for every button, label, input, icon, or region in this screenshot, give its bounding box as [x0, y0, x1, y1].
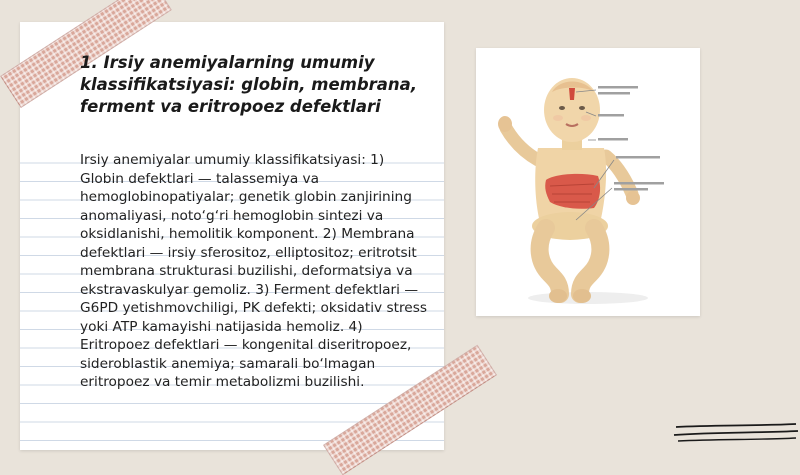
infant-anatomy-illustration	[476, 48, 700, 316]
decorative-lines	[672, 420, 800, 444]
slide-body-text: Irsiy anemiyalar umumiy klassifikatsiyasi: 1) Globin defektlari — talassemiya va hemoglobinopatiyalar; genetik globin zanjirining anomaliyasi, noto‘g‘ri hemoglobin sintezi va oksidlanishi, hemolitik komponent. 2) Membrana defektlari — irsiy sferositoz, elliptositoz; eritrotsit membrana strukturasi buzilishi, deformatsiya va ekstravaskulyar gemoliz. 3) Ferment defektlari — G6PD yetishmovchiligi, PK defekti; oksidativ stress yoki ATP kamayishi natijasida hemoliz. 4) Eritropoez defektlari — kongenital diseritropoez, sideroblastik anemiya; samarali bo‘lmagan eritropoez va temir metabolizmi buzilishi.	[80, 152, 427, 390]
slide-title: 1. Irsiy anemiyalarning umumiy klassifikatsiyasi: globin, membrana, ferment va eritropoez defektlari	[80, 53, 418, 116]
anatomy-figure	[476, 48, 700, 316]
